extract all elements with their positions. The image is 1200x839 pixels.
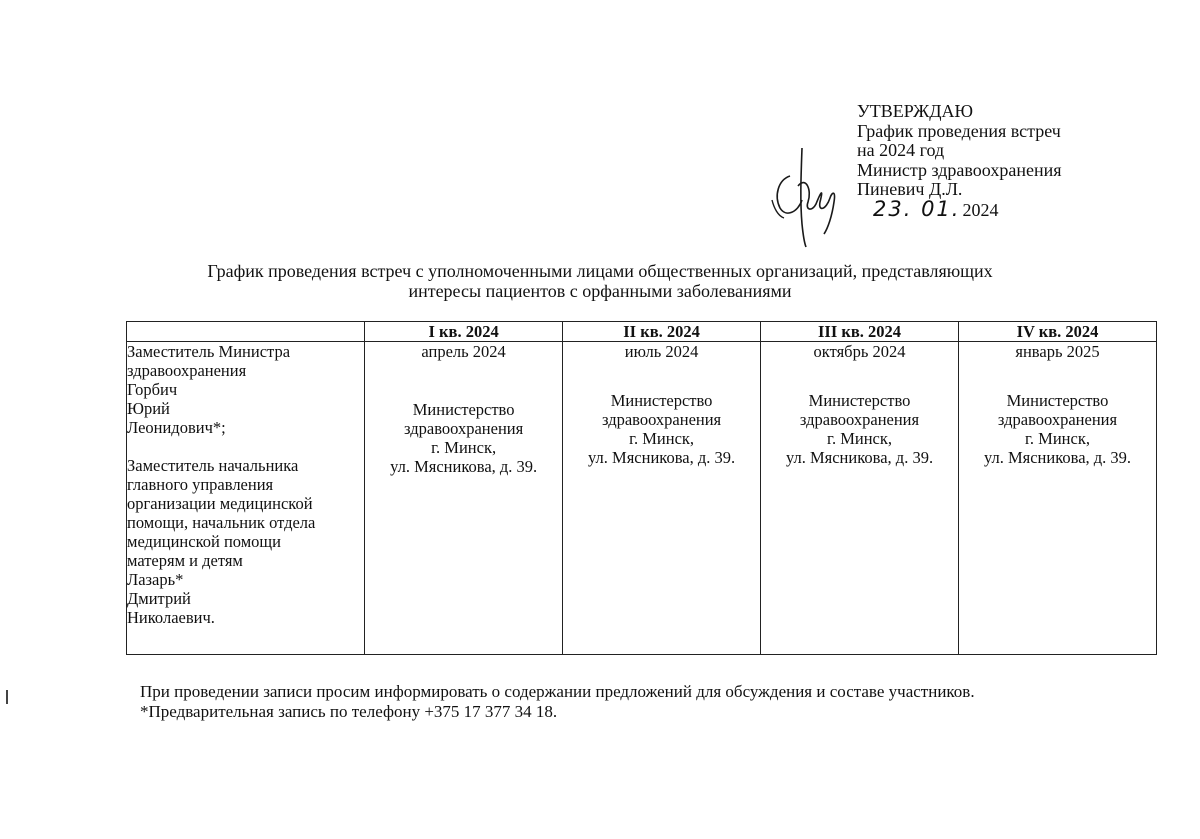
location-line: здравоохранения	[997, 410, 1118, 429]
meeting-month: октябрь 2024	[813, 342, 906, 361]
person-line: Леонидович*;	[127, 418, 226, 437]
date-year: 2024	[962, 199, 999, 220]
approval-line: Министр здравоохранения	[857, 159, 1062, 180]
handwritten-date: 23. 01.	[873, 196, 961, 221]
location-line: Министерство	[610, 391, 713, 410]
quarter-cell-q4	[959, 342, 1157, 655]
person-line: Дмитрий	[127, 589, 191, 608]
spacer	[127, 437, 364, 456]
document-title	[120, 262, 1080, 301]
location-line: г. Минск,	[629, 429, 695, 448]
schedule-table	[126, 321, 1157, 655]
person-line: главного управления	[127, 475, 274, 494]
title-line: интересы пациентов с орфанными заболеваниями	[408, 280, 792, 301]
person-line: матерям и детям	[127, 551, 243, 570]
meeting-location	[959, 391, 1156, 467]
person-line: Горбич	[127, 380, 178, 399]
note-line: *Предварительная запись по телефону +375 17 377 34 18.	[140, 702, 558, 721]
header-q1: I кв. 2024	[365, 322, 563, 342]
title-line: График проведения встреч с уполномоченными лицами общественных организаций, представляющих	[207, 261, 993, 281]
location-line: Министерство	[1006, 391, 1109, 410]
scan-mark	[6, 690, 8, 704]
approval-line: График проведения встреч	[857, 120, 1061, 141]
approval-heading: УТВЕРЖДАЮ	[857, 101, 974, 121]
header-q4: IV кв. 2024	[959, 322, 1157, 342]
person-line: Заместитель начальника	[127, 456, 299, 475]
meeting-month: июль 2024	[624, 342, 699, 361]
location-line: г. Минск,	[1025, 429, 1090, 448]
header-q2: II кв. 2024	[563, 322, 761, 342]
location-line: ул. Мясникова, д. 39.	[785, 448, 934, 467]
meeting-location	[365, 400, 562, 476]
location-line: г. Минск,	[431, 438, 497, 457]
person-line: помощи, начальник отдела	[127, 513, 316, 532]
approval-line: Пиневич Д.Л.	[857, 179, 963, 199]
person-line: Заместитель Министра	[127, 342, 291, 361]
signature	[768, 146, 848, 248]
person-line: организации медицинской	[127, 494, 313, 513]
person-line: медицинской помощи	[127, 532, 281, 551]
footnotes	[140, 682, 975, 722]
approval-date	[857, 196, 1177, 221]
meeting-month: январь 2025	[1015, 342, 1100, 361]
person-line: Николаевич.	[127, 608, 215, 627]
location-line: здравоохранения	[404, 419, 524, 438]
location-line: ул. Мясникова, д. 39.	[390, 457, 538, 476]
location-line: здравоохранения	[799, 410, 920, 429]
meeting-location	[563, 391, 760, 467]
location-line: ул. Мясникова, д. 39.	[588, 448, 736, 467]
person-line: здравоохранения	[127, 361, 247, 380]
quarter-cell-q3	[761, 342, 959, 655]
table-row	[127, 342, 1157, 655]
location-line: г. Минск,	[827, 429, 892, 448]
approval-block	[857, 102, 1177, 220]
meeting-month: апрель 2024	[421, 342, 506, 361]
header-q3: III кв. 2024	[761, 322, 959, 342]
quarter-cell-q1	[365, 342, 563, 655]
quarter-cell-q2	[563, 342, 761, 655]
table-header-row	[127, 322, 1157, 342]
location-line: ул. Мясникова, д. 39.	[983, 448, 1132, 467]
person-line: Лазарь*	[127, 570, 184, 589]
persons-cell	[127, 342, 365, 655]
header-empty	[127, 322, 365, 342]
location-line: Министерство	[808, 391, 911, 410]
person-line: Юрий	[127, 399, 170, 418]
location-line: Министерство	[412, 400, 515, 419]
meeting-location	[761, 391, 958, 467]
location-line: здравоохранения	[601, 410, 722, 429]
approval-line: на 2024 год	[857, 140, 945, 160]
note-line: При проведении записи просим информировать о содержании предложений для обсуждения и составе участников.	[140, 682, 975, 701]
